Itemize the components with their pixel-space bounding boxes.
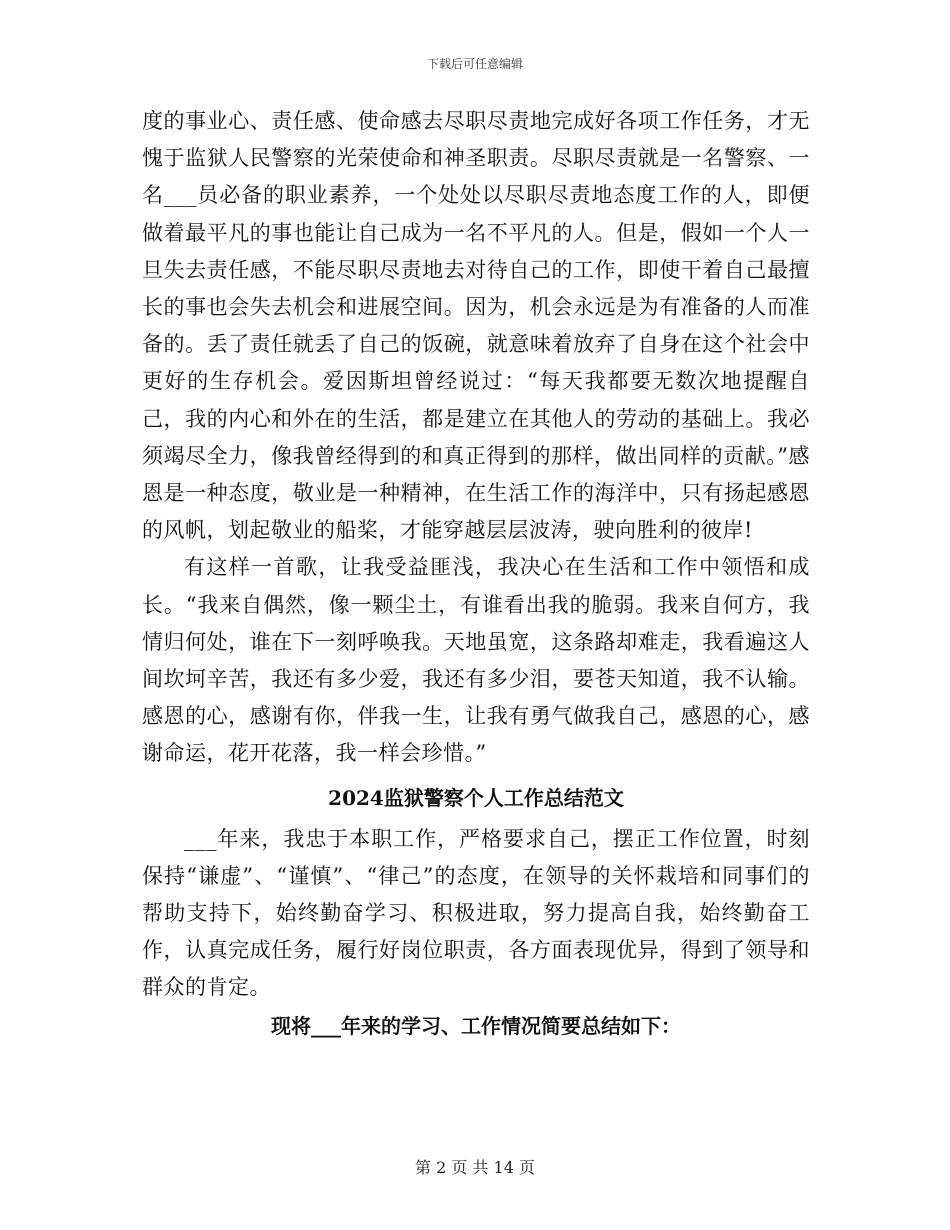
section-paragraph: ___年来，我忠于本职工作，严格要求自己，摆正工作位置，时刻保持“谦虚”、“谨慎”、“律己”的态度，在领导的关怀栽培和同事们的帮助支持下，始终勤奋学习、积极进取，努力提高自我，始终勤奋工作，认真完成任务，履行好岗位职责，各方面表现优异，得到了领导和群众的肯定。 [142, 826, 810, 1000]
body-paragraph-2: 有这样一首歌，让我受益匪浅，我决心在生活和工作中领悟和成长。“我来自偶然，像一颗尘土，有谁看出我的脆弱。我来自何方，我情归何处，谁在下一刻呼唤我。天地虽宽，这条路却难走，我看遍这人间坎坷辛苦，我还有多少爱，我还有多少泪，要苍天知道，我不认输。感恩的心，感谢有你，伴我一生，让我有勇气做我自己，感恩的心，感谢命运，花开花落，我一样会珍惜。” [142, 555, 810, 766]
page-number: 第 2 页 共 14 页 [415, 1158, 535, 1177]
document-body [142, 103, 810, 1045]
section-title: 2024监狱警察个人工作总结范文 [328, 785, 624, 810]
page-header: 下载后可任意编辑 [426, 57, 523, 71]
body-paragraph-1: 度的事业心、责任感、使命感去尽职尽责地完成好各项工作任务，才无愧于监狱人民警察的光荣使命和神圣职责。尽职尽责就是一名警察、一名___员必备的职业素养，一个处处以尽职尽责地态度工作的人，即便做着最平凡的事也能让自己成为一名不平凡的人。但是，假如一个人一旦失去责任感，不能尽职尽责地去对待自己的工作，即使干着自己最擅长的事也会失去机会和进展空间。因为，机会永远是为有准备的人而准备的。丢了责任就丢了自己的饭碗，就意味着放弃了自身在这个社会中更好的生存机会。爱因斯坦曾经说过：“每天我都要无数次地提醒自己，我的内心和外在的生活，都是建立在其他人的劳动的基础上。我必须竭尽全力，像我曾经得到的和真正得到的那样，做出同样的贡献。”感恩是一种态度，敬业是一种精神，在生活工作的海洋中，只有扬起感恩的风帆，划起敬业的船桨，才能穿越层层波涛，驶向胜利的彼岸! [142, 109, 810, 543]
section-subheading: 现将___年来的学习、工作情况简要总结如下： [271, 1013, 681, 1038]
